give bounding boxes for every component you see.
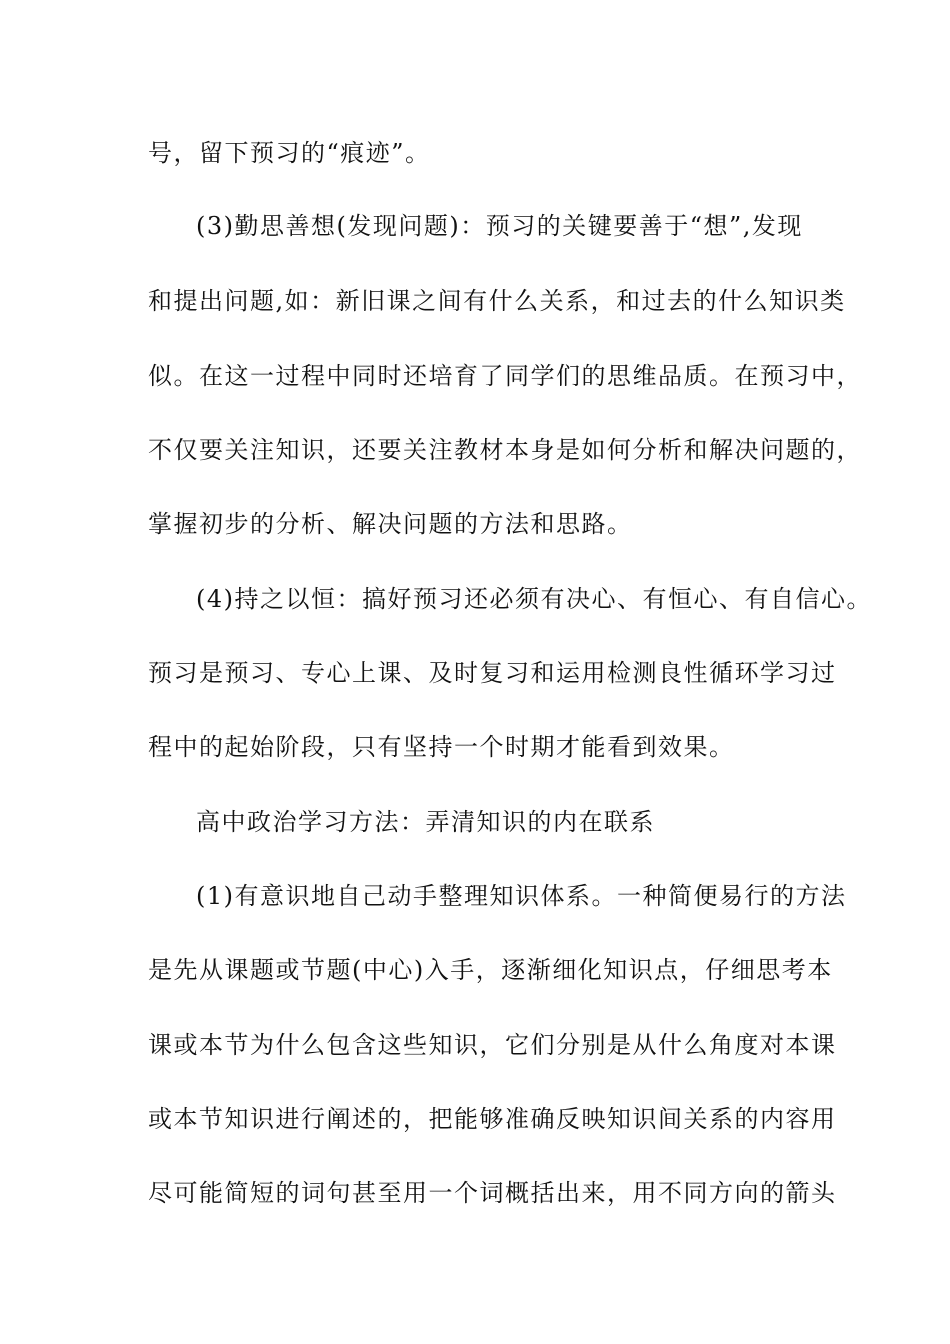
paragraph-line: (1)有意识地自己动手整理知识体系。一种简便易行的方法 <box>196 882 847 910</box>
paragraph-line: 预习是预习、专心上课、及时复习和运用检测良性循环学习过 <box>148 659 837 687</box>
paragraph-line: 不仅要关注知识，还要关注教材本身是如何分析和解决问题的， <box>148 436 862 464</box>
paragraph-line: 是先从课题或节题(中心)入手，逐渐细化知识点，仔细思考本 <box>148 956 833 984</box>
section-heading: 高中政治学习方法：弄清知识的内在联系 <box>196 808 655 836</box>
paragraph-line: 或本节知识进行阐述的，把能够准确反映知识间关系的内容用 <box>148 1105 837 1133</box>
paragraph-line: 尽可能简短的词句甚至用一个词概括出来，用不同方向的箭头 <box>148 1179 837 1207</box>
paragraph-line: 程中的起始阶段，只有坚持一个时期才能看到效果。 <box>148 733 735 761</box>
paragraph-line: 掌握初步的分析、解决问题的方法和思路。 <box>148 510 633 538</box>
paragraph-line: (3)勤思善想(发现问题)：预习的关键要善于“想”,发现 <box>196 212 803 240</box>
paragraph-line: (4)持之以恒：搞好预习还必须有决心、有恒心、有自信心。 <box>196 585 872 613</box>
paragraph-line: 课或本节为什么包含这些知识，它们分别是从什么角度对本课 <box>148 1031 837 1059</box>
paragraph-line: 号，留下预习的“痕迹”。 <box>148 139 431 167</box>
paragraph-line: 似。在这一过程中同时还培育了同学们的思维品质。在预习中， <box>148 362 862 390</box>
paragraph-line: 和提出问题,如：新旧课之间有什么关系，和过去的什么知识类 <box>148 287 846 315</box>
